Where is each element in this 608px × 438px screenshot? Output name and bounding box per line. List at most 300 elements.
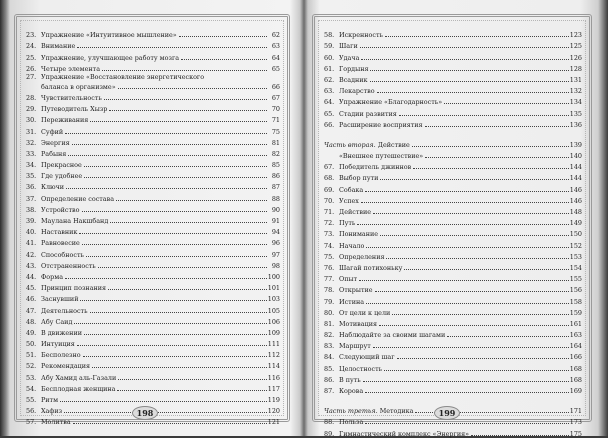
entry-number: 88. bbox=[324, 418, 335, 427]
leader-dots bbox=[357, 224, 568, 225]
toc-entry bbox=[324, 28, 582, 39]
leader-dots bbox=[102, 70, 267, 71]
entry-title: Бесплодная женщина bbox=[41, 384, 116, 393]
toc-entry bbox=[324, 261, 582, 272]
entry-page: 171 bbox=[569, 407, 582, 416]
entry-title: Следующий шаг bbox=[339, 353, 395, 362]
leader-dots bbox=[82, 244, 267, 245]
entry-page: 100 bbox=[267, 272, 280, 281]
entry-title: Наблюдайте за своими шагами bbox=[339, 331, 446, 340]
toc-entry bbox=[324, 339, 582, 350]
toc-entry bbox=[324, 118, 582, 129]
entry-number: 83. bbox=[324, 342, 335, 351]
leader-dots bbox=[361, 59, 568, 60]
entry-page: 121 bbox=[267, 418, 280, 427]
entry-page: 146 bbox=[569, 196, 582, 205]
entry-page: 97 bbox=[271, 250, 280, 259]
entry-page: 85 bbox=[271, 161, 280, 170]
leader-dots bbox=[104, 99, 267, 100]
entry-title: Целостность bbox=[339, 364, 383, 373]
leader-dots bbox=[373, 213, 569, 214]
leader-dots bbox=[79, 233, 267, 234]
entry-page: 106 bbox=[267, 317, 280, 326]
entry-page: 136 bbox=[569, 120, 582, 129]
entry-number: 72. bbox=[324, 219, 335, 228]
entry-number: 52. bbox=[26, 362, 37, 371]
entry-page: 71 bbox=[271, 116, 280, 125]
page-number: 198 bbox=[132, 406, 158, 420]
entry-page: 150 bbox=[569, 230, 582, 239]
entry-number: 87. bbox=[324, 387, 335, 395]
toc-entry bbox=[26, 191, 280, 202]
entry-title: Искренность bbox=[339, 31, 383, 40]
table-of-contents-right bbox=[324, 28, 582, 438]
toc-entry bbox=[26, 270, 280, 281]
entry-number: 53. bbox=[26, 373, 37, 382]
leader-dots bbox=[181, 59, 267, 60]
leader-dots bbox=[425, 157, 569, 158]
entry-number: 61. bbox=[324, 64, 335, 73]
entry-title: Принцип познания bbox=[41, 284, 107, 293]
entry-number: 34. bbox=[26, 161, 37, 170]
entry-number: 36. bbox=[26, 183, 37, 192]
part-name: Методика bbox=[379, 407, 414, 416]
leader-dots bbox=[66, 188, 267, 189]
page-number: 199 bbox=[434, 406, 460, 420]
entry-title: Гордыня bbox=[339, 64, 369, 73]
entry-number: 82. bbox=[324, 331, 335, 340]
entry-number: 29. bbox=[26, 105, 37, 114]
entry-number: 74. bbox=[324, 241, 335, 250]
entry-page: 98 bbox=[271, 261, 280, 270]
entry-number: 63. bbox=[324, 87, 335, 96]
entry-number: 30. bbox=[26, 116, 37, 125]
entry-title: Упражнение, улучшающее работу мозга bbox=[41, 53, 180, 62]
entry-page: 112 bbox=[267, 351, 280, 360]
toc-entry bbox=[26, 113, 280, 124]
entry-line bbox=[41, 83, 280, 91]
toc-entry bbox=[26, 259, 280, 270]
toc-entry bbox=[26, 102, 280, 113]
leader-dots bbox=[384, 370, 569, 371]
leader-dots bbox=[447, 336, 569, 337]
leader-dots bbox=[90, 312, 267, 313]
toc-entry bbox=[26, 158, 280, 169]
toc-entry bbox=[324, 171, 582, 182]
entry-number: 54. bbox=[26, 384, 37, 393]
entry-page: 152 bbox=[569, 241, 582, 250]
toc-entry bbox=[26, 203, 280, 214]
leader-dots bbox=[84, 334, 267, 335]
toc-entry bbox=[324, 317, 582, 328]
entry-page: 135 bbox=[569, 109, 582, 118]
part-title bbox=[324, 141, 410, 149]
entry-page: 139 bbox=[569, 140, 582, 149]
entry-number: 46. bbox=[26, 295, 37, 304]
entry-title: Польза bbox=[339, 418, 364, 427]
entry-page: 125 bbox=[569, 42, 582, 51]
entry-title: Понимание bbox=[339, 230, 379, 239]
toc-entry bbox=[26, 225, 280, 236]
leader-dots bbox=[74, 323, 266, 324]
left-page bbox=[14, 14, 290, 427]
entry-page: 117 bbox=[267, 384, 280, 393]
leader-dots bbox=[110, 222, 267, 223]
leader-dots bbox=[84, 177, 267, 178]
leader-dots bbox=[65, 133, 267, 134]
entry-title: Способность bbox=[41, 250, 84, 259]
leader-dots bbox=[404, 269, 568, 270]
leader-dots bbox=[363, 381, 569, 382]
entry-page: 158 bbox=[569, 297, 582, 306]
entry-title: Внимание bbox=[41, 42, 76, 51]
entry-number: 60. bbox=[324, 53, 335, 62]
entry-title: Чувствительность bbox=[41, 93, 102, 102]
entry-number: 33. bbox=[26, 149, 37, 158]
leader-dots bbox=[380, 179, 568, 180]
part-label: Часть третья. bbox=[324, 407, 378, 416]
leader-dots bbox=[84, 166, 267, 167]
entry-title: От цели к цели bbox=[339, 308, 391, 317]
toc-entry bbox=[324, 283, 582, 294]
toc-entry bbox=[324, 272, 582, 283]
toc-entry bbox=[324, 238, 582, 249]
toc-entry bbox=[324, 50, 582, 61]
toc-entry bbox=[26, 326, 280, 337]
entry-page: 63 bbox=[271, 42, 280, 51]
leader-dots bbox=[375, 291, 569, 292]
leader-dots bbox=[72, 144, 267, 145]
toc-entry bbox=[324, 39, 582, 50]
entry-page: 168 bbox=[569, 375, 582, 384]
toc-entry bbox=[26, 303, 280, 314]
entry-page: 109 bbox=[267, 328, 280, 337]
entry-title: «Внешнее путешествие» bbox=[339, 152, 424, 161]
leader-dots bbox=[60, 401, 267, 402]
entry-title: Открытие bbox=[339, 286, 373, 295]
entry-page: 70 bbox=[271, 105, 280, 114]
leader-dots bbox=[365, 392, 569, 393]
entry-title: Хафиз bbox=[41, 407, 63, 416]
entry-page: 155 bbox=[569, 275, 582, 284]
entry-page: 144 bbox=[569, 163, 582, 172]
toc-entry bbox=[26, 370, 280, 381]
entry-page: 144 bbox=[569, 174, 582, 183]
entry-number: 37. bbox=[26, 194, 37, 203]
toc-entry bbox=[26, 315, 280, 326]
entry-number: 43. bbox=[26, 261, 37, 270]
entry-title: Всадник bbox=[339, 75, 368, 84]
toc-entry bbox=[26, 247, 280, 258]
leader-dots bbox=[360, 47, 569, 48]
entry-title: Молитва bbox=[41, 418, 71, 427]
toc-entry bbox=[324, 95, 582, 106]
leader-dots bbox=[73, 423, 267, 424]
entry-page: 116 bbox=[267, 373, 280, 382]
entry-body bbox=[41, 73, 280, 91]
leader-dots bbox=[370, 70, 568, 71]
leader-dots bbox=[425, 126, 569, 127]
leader-dots bbox=[65, 278, 267, 279]
entry-page: 64 bbox=[271, 53, 280, 62]
entry-page: 128 bbox=[569, 64, 582, 73]
entry-number: 57. bbox=[26, 418, 37, 427]
entry-title: Упражнение «Интуитивное мышление» bbox=[41, 31, 177, 40]
part-label: Часть вторая. bbox=[324, 140, 376, 149]
entry-number: 80. bbox=[324, 308, 335, 317]
entry-number: 85. bbox=[324, 364, 335, 373]
toc-entry bbox=[26, 281, 280, 292]
leader-dots bbox=[444, 103, 569, 104]
toc-entry bbox=[324, 106, 582, 117]
leader-dots bbox=[68, 155, 267, 156]
leader-dots bbox=[366, 247, 568, 248]
toc-entry bbox=[324, 194, 582, 205]
entry-number: 32. bbox=[26, 138, 37, 147]
toc-entry bbox=[26, 337, 280, 348]
entry-page: 134 bbox=[569, 98, 582, 107]
entry-title: Устройство bbox=[41, 205, 80, 214]
entry-page: 119 bbox=[267, 396, 280, 404]
leader-dots bbox=[117, 390, 266, 391]
entry-title: Ключи bbox=[41, 183, 65, 192]
entry-title: Определения bbox=[339, 252, 385, 261]
entry-number: 44. bbox=[26, 272, 37, 281]
entry-number: 40. bbox=[26, 228, 37, 237]
entry-title: Равновесие bbox=[41, 239, 80, 248]
leader-dots bbox=[77, 345, 267, 346]
entry-page: 123 bbox=[569, 31, 582, 40]
entry-title: Рабыня bbox=[41, 149, 67, 158]
entry-page: 120 bbox=[267, 407, 280, 416]
leader-dots bbox=[366, 303, 569, 304]
toc-entry bbox=[324, 350, 582, 361]
entry-page: 126 bbox=[569, 53, 582, 62]
entry-page: 88 bbox=[271, 194, 280, 203]
toc-entry bbox=[26, 147, 280, 158]
entry-number: 79. bbox=[324, 297, 335, 306]
entry-number: 84. bbox=[324, 353, 335, 362]
entry-page: 154 bbox=[569, 263, 582, 272]
toc-entry bbox=[26, 39, 280, 50]
entry-number: 78. bbox=[324, 286, 335, 295]
entry-number: 64. bbox=[324, 98, 335, 107]
entry-title: Энергия bbox=[41, 138, 70, 147]
toc-entry bbox=[324, 182, 582, 193]
entry-page: 132 bbox=[569, 87, 582, 96]
entry-number: 28. bbox=[26, 93, 37, 102]
entry-number: 24. bbox=[26, 42, 37, 51]
entry-page: 131 bbox=[569, 75, 582, 84]
entry-title: Наставник bbox=[41, 228, 78, 237]
entry-number: 62. bbox=[324, 75, 335, 84]
leader-dots bbox=[370, 81, 569, 82]
toc-entry bbox=[26, 180, 280, 191]
entry-title: Деятельность bbox=[41, 306, 88, 315]
toc-entry bbox=[26, 28, 280, 39]
entry-title: Расширение восприятия bbox=[339, 120, 423, 129]
entry-page: 156 bbox=[569, 286, 582, 295]
spacer bbox=[324, 129, 582, 138]
entry-title: Выбор пути bbox=[339, 174, 379, 183]
toc-entry bbox=[26, 136, 280, 147]
entry-page: 168 bbox=[569, 364, 582, 373]
leader-dots bbox=[86, 256, 267, 257]
leader-dots bbox=[179, 36, 267, 37]
entry-number: 42. bbox=[26, 250, 37, 259]
leader-dots bbox=[116, 200, 267, 201]
entry-number: 31. bbox=[26, 127, 37, 136]
entry-title: Маршрут bbox=[339, 342, 371, 351]
leader-dots bbox=[98, 267, 267, 268]
entry-number: 67. bbox=[324, 163, 335, 172]
entry-number: 81. bbox=[324, 319, 335, 328]
toc-entry bbox=[324, 306, 582, 317]
toc-entry bbox=[26, 214, 280, 225]
leader-dots bbox=[109, 110, 267, 111]
leader-dots bbox=[380, 235, 569, 236]
entry-title: Шагай потихоньку bbox=[339, 263, 403, 272]
entry-number: 23. bbox=[26, 31, 37, 40]
leader-dots bbox=[365, 423, 569, 424]
leader-dots bbox=[471, 435, 569, 436]
entry-title: Корова bbox=[339, 387, 364, 395]
leader-dots bbox=[90, 121, 267, 122]
entry-page: 65 bbox=[271, 64, 280, 73]
entry-number: 41. bbox=[26, 239, 37, 248]
entry-number: 73. bbox=[324, 230, 335, 239]
leader-dots bbox=[412, 146, 569, 147]
entry-title: Путь bbox=[339, 219, 356, 228]
toc-entry bbox=[26, 124, 280, 135]
toc-entry bbox=[26, 50, 280, 61]
leader-dots bbox=[399, 115, 569, 116]
toc-entry bbox=[26, 169, 280, 180]
entry-title: Маулана Накшбанд bbox=[41, 217, 109, 225]
entry-number: 86. bbox=[324, 375, 335, 384]
entry-page: 67 bbox=[271, 93, 280, 102]
spacer bbox=[324, 395, 582, 404]
entry-number: 49. bbox=[26, 328, 37, 337]
toc-entry bbox=[324, 205, 582, 216]
entry-page: 148 bbox=[569, 208, 582, 216]
entry-title: Собака bbox=[339, 185, 364, 194]
entry-page: 75 bbox=[271, 127, 280, 136]
entry-number: 25. bbox=[26, 53, 37, 62]
entry-title: Отстраненность bbox=[41, 261, 96, 270]
entry-number: 38. bbox=[26, 205, 37, 214]
entry-title: Где удобнее bbox=[41, 172, 83, 181]
toc-entry bbox=[324, 373, 582, 384]
entry-number: 47. bbox=[26, 306, 37, 315]
entry-title: Рекомендация bbox=[41, 362, 91, 371]
entry-title: Четыре элемента bbox=[41, 64, 101, 73]
entry-page: 96 bbox=[271, 239, 280, 248]
entry-page: 90 bbox=[271, 205, 280, 214]
entry-page: 140 bbox=[569, 152, 582, 161]
toc-entry bbox=[324, 384, 582, 395]
entry-page: 159 bbox=[569, 308, 582, 317]
leader-dots bbox=[397, 358, 569, 359]
toc-entry bbox=[324, 73, 582, 84]
toc-entry bbox=[324, 149, 582, 160]
entry-page: 164 bbox=[569, 342, 582, 351]
toc-entry bbox=[26, 62, 280, 73]
entry-number: 66. bbox=[324, 120, 335, 129]
entry-number: 68. bbox=[324, 174, 335, 183]
entry-number: 77. bbox=[324, 275, 335, 284]
toc-entry bbox=[26, 393, 280, 404]
toc-entry bbox=[26, 236, 280, 247]
leader-dots bbox=[373, 347, 569, 348]
entry-title: Истина bbox=[339, 297, 365, 306]
entry-title: Прекрасное bbox=[41, 161, 82, 170]
entry-number: 35. bbox=[26, 172, 37, 181]
entry-number: 89. bbox=[324, 429, 335, 438]
toc-entry bbox=[324, 84, 582, 95]
leader-dots bbox=[118, 379, 267, 380]
entry-title: Заснувший bbox=[41, 295, 79, 304]
entry-page: 86 bbox=[271, 172, 280, 181]
right-page bbox=[312, 14, 592, 438]
toc-entry bbox=[26, 91, 280, 102]
entry-number: 76. bbox=[324, 263, 335, 272]
entry-title: Упражнение «Восстановление энергетического bbox=[41, 72, 205, 81]
entry-number: 48. bbox=[26, 317, 37, 326]
entry-title: Абу Саид bbox=[41, 317, 73, 326]
entry-number: 45. bbox=[26, 284, 37, 293]
toc-entry bbox=[26, 382, 280, 393]
entry-title: Определение состава bbox=[41, 194, 115, 203]
leader-dots bbox=[365, 191, 569, 192]
entry-title: Успех bbox=[339, 196, 359, 205]
leader-dots bbox=[386, 258, 568, 259]
entry-title: Абу Хамид аль-Газали bbox=[41, 373, 117, 382]
entry-number: 56. bbox=[26, 407, 37, 416]
part-name: Действие bbox=[377, 140, 410, 149]
leader-dots bbox=[361, 202, 569, 203]
entry-title: Интуиция bbox=[41, 340, 75, 349]
entry-page: 82 bbox=[271, 149, 280, 158]
entry-title: Опыт bbox=[339, 275, 358, 284]
entry-page: 169 bbox=[569, 387, 582, 395]
entry-title: Путеводитель Хызр bbox=[41, 105, 108, 114]
entry-number: 75. bbox=[324, 252, 335, 261]
toc-entry bbox=[324, 160, 582, 171]
entry-title: Суфий bbox=[41, 127, 64, 136]
leader-dots bbox=[64, 412, 267, 413]
entry-page: 91 bbox=[271, 217, 280, 225]
entry-page: 114 bbox=[267, 362, 280, 371]
toc-entry bbox=[26, 348, 280, 359]
leader-dots bbox=[385, 36, 569, 37]
entry-number: 39. bbox=[26, 217, 37, 225]
entry-title: Мотивация bbox=[339, 319, 377, 328]
entry-page: 94 bbox=[271, 228, 280, 237]
entry-title: Лекарство bbox=[339, 87, 375, 96]
toc-entry bbox=[26, 73, 280, 91]
entry-page: 166 bbox=[569, 353, 582, 362]
entry-page: 66 bbox=[271, 82, 280, 91]
leader-dots bbox=[359, 280, 569, 281]
leader-dots bbox=[392, 314, 569, 315]
part-title bbox=[324, 407, 413, 415]
entry-page: 103 bbox=[267, 295, 280, 304]
entry-page: 101 bbox=[267, 284, 280, 293]
entry-number: 55. bbox=[26, 396, 37, 404]
entry-title: В путь bbox=[339, 375, 361, 384]
entry-title: Шаги bbox=[339, 42, 358, 51]
